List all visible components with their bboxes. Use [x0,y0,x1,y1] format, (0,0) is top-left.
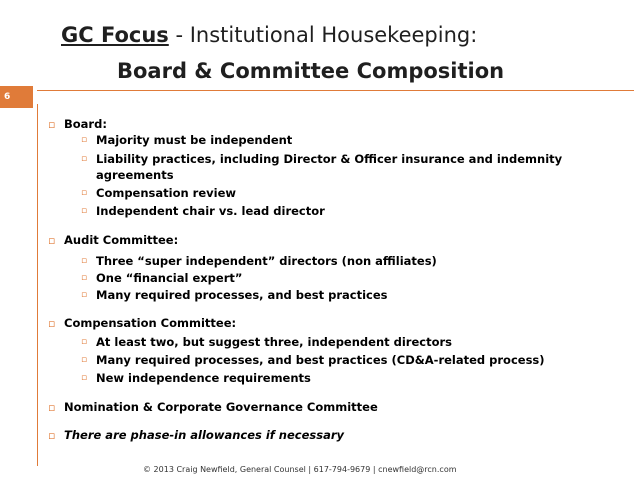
nomination-label: Nomination & Corporate Governance Committee [64,400,378,414]
title-divider [37,90,634,91]
left-accent-line [37,104,38,466]
title-rest: - Institutional Housekeeping: [168,23,478,47]
list-item: Compensation review [96,186,237,200]
list-item: Majority must be independent [96,133,293,147]
audit-label: Audit Committee: [64,233,179,247]
sub-bullet-icon: ▫ [81,337,88,347]
slide-number: 6 [0,86,33,108]
sub-bullet-icon: ▫ [81,256,88,266]
slide-title [61,22,477,48]
sub-bullet-icon: ▫ [81,206,88,216]
compensation-label: Compensation Committee: [64,316,237,330]
list-item: Many required processes, and best practices [96,288,388,302]
bullet-icon: ▫ [48,317,56,330]
slide-subtitle: Board & Committee Composition [117,59,505,83]
bullet-icon: ▫ [48,118,56,131]
sub-bullet-icon: ▫ [81,154,88,164]
board-label: Board: [64,117,107,131]
bullet-icon: ▫ [48,401,56,414]
list-item: Liability practices, including Director & Officer insurance and indemnity [96,152,563,166]
list-item: Three “super independent” directors (non affiliates) [96,254,437,268]
title-gc-focus: GC Focus [61,23,169,47]
slide-footer: © 2013 Craig Newfield, General Counsel | 617-794-9679 | cnewfield@rcn.com [143,465,457,474]
sub-bullet-icon: ▫ [81,355,88,365]
list-item: One “financial expert” [96,271,243,285]
list-item: New independence requirements [96,371,311,385]
sub-bullet-icon: ▫ [81,273,88,283]
sub-bullet-icon: ▫ [81,188,88,198]
list-item: agreements [96,168,174,182]
sub-bullet-icon: ▫ [81,290,88,300]
list-item: Many required processes, and best practices (CD&A-related process) [96,353,545,367]
sub-bullet-icon: ▫ [81,373,88,383]
bullet-icon: ▫ [48,429,56,442]
phase-in-note: There are phase-in allowances if necessary [64,428,345,442]
sub-bullet-icon: ▫ [81,135,88,145]
list-item: Independent chair vs. lead director [96,204,325,218]
bullet-icon: ▫ [48,234,56,247]
list-item: At least two, but suggest three, independent directors [96,335,453,349]
